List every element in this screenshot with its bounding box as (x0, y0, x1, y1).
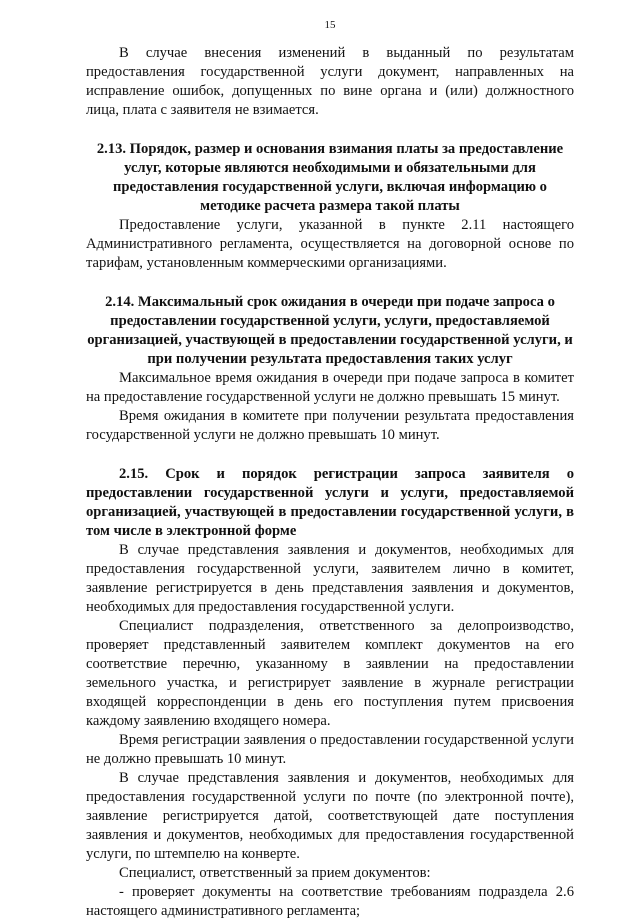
paragraph-specialist-check: Специалист подразделения, ответственного за делопроизводство, проверяет представленный заявителем комплект документов на его соответствие перечню, указанному в заявлении на предоставлении земельного участка, и регистрирует заявление в журнале регистрации входящей корреспонденции в день его поступления путем присвоения каждому заявлению входящего номера. (86, 618, 574, 729)
page-number: 15 (324, 19, 336, 31)
paragraph-contract-basis: Предоставление услуги, указанной в пункте 2.11 настоящего Административного регламента, осуществляется на договорной основе по тарифам, установленным коммерческими организациями. (86, 217, 574, 271)
heading-2-15: 2.15. Срок и порядок регистрации запроса заявителя о предоставлении государственной услуги и услуги, предоставляемой организацией, участвующей в предоставлении государственной услуги, в том числе в электронной форме (86, 466, 574, 539)
paragraph-in-person-registration: В случае представления заявления и документов, необходимых для предоставления государственной услуги, заявителем лично в комитет, заявление регистрируется в день представления заявления и документов, необходимых для предоставления государственной услуги. (86, 542, 574, 615)
heading-2-13: 2.13. Порядок, размер и основания взимания платы за предоставление услуг, которые являются необходимыми и обязательными для предоставления государственной услуги, включая информацию о методике расчета размера такой платы (96, 141, 564, 214)
paragraph-fee-not-charged: В случае внесения изменений в выданный по результатам предоставления государственной услуги документ, направленных на исправление ошибок, допущенных по вине органа и (или) должностного лица, плата с заявителя не взимается. (86, 45, 574, 118)
paragraph-result-wait: Время ожидания в комитете при получении результата предоставления государственной услуги не должно превышать 10 минут. (86, 408, 574, 443)
paragraph-reception-specialist: Специалист, ответственный за прием документов: (119, 865, 431, 881)
paragraph-mail-registration: В случае представления заявления и документов, необходимых для предоставления государственной услуги по почте (по электронной почте), заявление регистрируется датой, соответствующей дате поступления заявления и документов, необходимых для предоставления государственной услуги, по штемпелю на конверте. (86, 770, 574, 862)
paragraph-checks-documents: - проверяет документы на соответствие требованиям подраздела 2.6 настоящего административного регламента; (86, 884, 574, 919)
paragraph-queue-wait: Максимальное время ожидания в очереди при подаче запроса в комитет на предоставление государственной услуги не должно превышать 15 минут. (86, 370, 574, 405)
paragraph-registration-time: Время регистрации заявления о предоставлении государственной услуги не должно превышать 10 минут. (86, 732, 574, 767)
heading-2-14: 2.14. Максимальный срок ожидания в очереди при подаче запроса о предоставлении государственной услуги, услуги, предоставляемой организацией, участвующей в предоставлении государственной услуги, и при получении результата предоставления таких услуг (87, 294, 573, 367)
